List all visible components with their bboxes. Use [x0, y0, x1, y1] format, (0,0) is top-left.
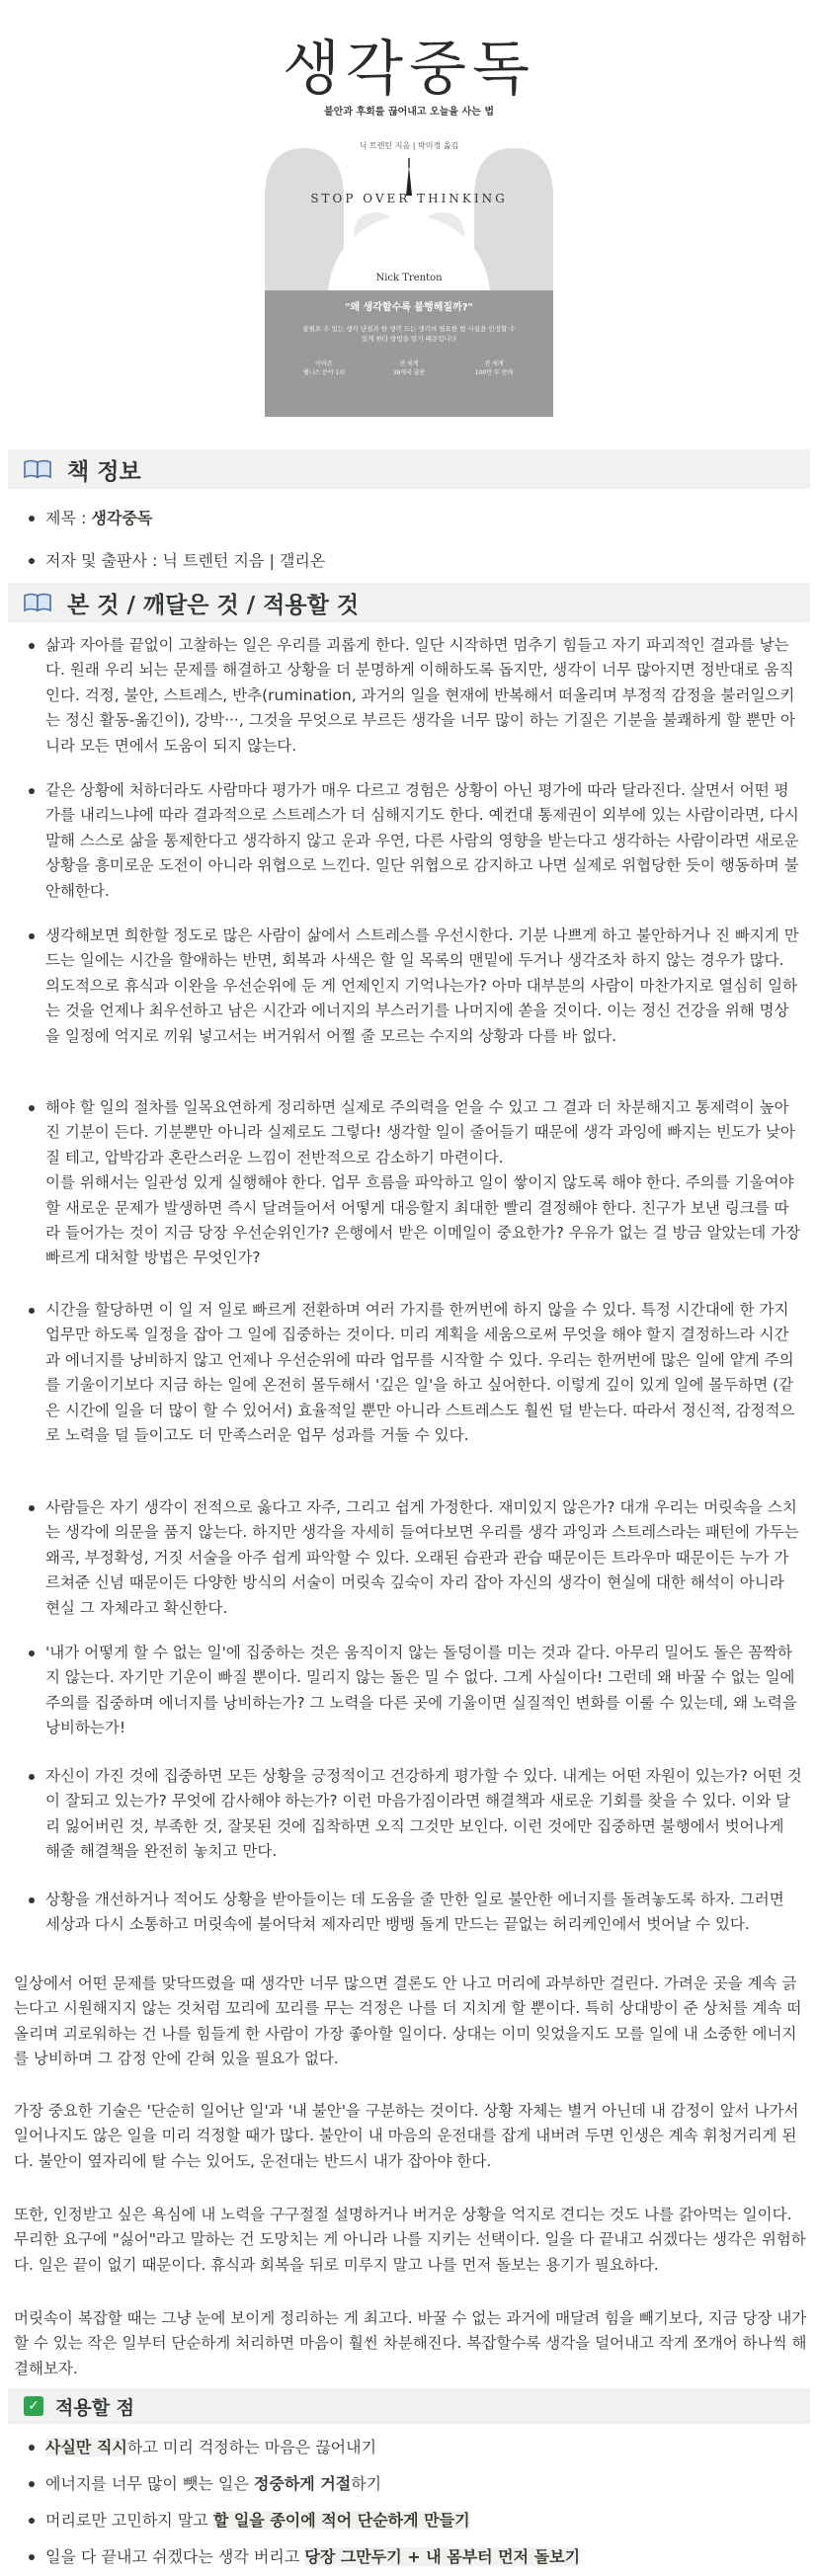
- insights-bullet-4: [22, 1095, 802, 1271]
- list-item: [22, 1095, 802, 1271]
- cover-badge: 전 세계 100만 부 판매: [474, 361, 514, 376]
- apply-list: [22, 2434, 802, 2571]
- cover-english-author: Nick Trenton: [375, 273, 443, 283]
- cover-subtitle: 불안과 후회를 끊어내고 오늘을 사는 법: [324, 107, 494, 118]
- check-mark-icon: ✓: [24, 2396, 43, 2416]
- reflection-paragraph: 머릿속이 복잡할 때는 그냥 눈에 보이게 정리하는 게 최고다. 바꿀 수 없는 과거에 매달려 힘을 빼기보다, 지금 당장 내가 할 수 있는 작은 일부터 단순하게 처리하면 마음이 훨씬 차분해진다. 복잡할수록 생각을 덜어내고 작게 쪼개어 하나씩 해결해보자.: [14, 2309, 807, 2377]
- cover-badge: 전 세계 39개국 출판: [392, 361, 426, 376]
- cover-english-title: STOP OVER THINKING: [310, 192, 508, 205]
- list-item: [22, 547, 802, 575]
- insights-bullet-8: [22, 1764, 802, 1865]
- apply-text: 하고 미리 걱정하는 마음은 끊어내기: [126, 2438, 377, 2456]
- cover-title: 생각중독: [283, 35, 535, 104]
- insights-heading: [8, 583, 810, 622]
- cover-band-description: 불필요 수 있는 생각 단점과 한 생각 드는 생각의 필요한 법 사실을 인정할 수 있게 한다 방법을 알기 때문입니다: [302, 325, 516, 343]
- bullet-text: 해야 할 일의 절차를 일목요연하게 정리하면 실제로 주의력을 얻을 수 있고 그 결과 더 차분해지고 통제력이 높아진 기분이 든다. 기분뿐만 아니라 실제로도 그렇다! 생각할 일이 줄어들기 때문에 생각 과잉에 빠지는 빈도가 낮아질 테고, 압박감과 혼란스러운 느낌이 전반적으로 감소하기 마련이다.: [45, 1098, 795, 1167]
- insights-heading-text: 본 것 / 깨달은 것 / 적용할 것: [67, 592, 360, 618]
- insights-bullet-7: [22, 1641, 802, 1741]
- insights-bullet-3: [22, 924, 802, 1049]
- bullet-text: 이를 위해서는 일관성 있게 실행해야 한다. 업무 흐름을 파악하고 일이 쌓이지 않도록 해야 한다. 주의를 기울여야 할 새로운 문제가 발생하면 즉시 달려들어서 어떻게 대응할지 최대한 빨리 결정해야 한다. 친구가 보낸 링크를 따라 들어가는 것이 지금 당장 우선순위인가? 은행에서 받은 이메일이 중요한가? 우유가 없는 걸 방금 알았는데 가장 빠르게 대처할 방법은 무엇인가?: [45, 1173, 801, 1267]
- open-book-icon: [24, 459, 51, 479]
- apply-highlight: 당장 그만두기 + 내 몸부터 먼저 돌보기: [304, 2547, 581, 2566]
- bullet-text: 생각해보면 희한할 정도로 많은 사람이 삶에서 스트레스를 우선시한다. 기분 나쁘게 하고 불안하거나 진 빠지게 만드는 일에는 시간을 할애하는 반면, 회복과 사색은 할 일 목록의 맨밑에 두거나 생각조차 하지 않는 경우가 많다. 의도적으로 휴식과 이완을 우선순위에 둔 게 언제인지 기억나는가? 아마 대부분의 사람이 마찬가지로 열심히 일하는 것을 언제나 최우선하고 남은 시간과 에너지의 부스러기를 나머지에 쏟을 것이다. 이는 정신 건강을 위해 명상을 일정에 억지로 끼워 넣고서는 버거워서 어쩔 줄 모르는 수지의 상황과 다를 바 없다.: [45, 926, 799, 1045]
- list-item: [22, 2434, 802, 2461]
- apply-heading: [8, 2388, 810, 2424]
- insights-bullet-1: [22, 633, 802, 759]
- cover-arches-illustration: [265, 0, 553, 290]
- apply-bold: 정중하게 거절: [253, 2474, 352, 2493]
- list-item: [22, 1641, 802, 1741]
- cover-band-question: "왜 생각할수록 불행해질까?": [345, 302, 473, 313]
- book-cover-image: [265, 0, 553, 417]
- bullet-text: '내가 어떻게 할 수 없는 일'에 집중하는 것은 움직이지 않는 돌덩이를 미는 것과 같다. 아무리 밀어도 돌은 꼼짝하지 않는다. 자기만 기운이 빠질 뿐이다. 밀리지 않는 돌은 밀 수 없다. 그게 사실이다! 그런데 왜 바꿀 수 없는 일에 주의를 집중하며 에너지를 낭비하는가? 그 노력을 다른 곳에 기울이면 실질적인 변화를 이룰 수 있는데, 왜 노력을 낭비하는가!: [45, 1644, 797, 1737]
- book-info-heading-text: 책 정보: [67, 458, 141, 485]
- list-item: [22, 2543, 802, 2571]
- bullet-text: 상황을 개선하거나 적어도 상황을 받아들이는 데 도움을 줄 만한 일로 불안한 에너지를 돌려놓도록 하자. 그러면 세상과 다시 소통하고 머릿속에 불어닥쳐 제자리만 뱅뱅 돌게 만드는 끝없는 허리케인에서 벗어날 수 있다.: [45, 1891, 784, 1934]
- bullet-text: 자신이 가진 것에 집중하면 모든 상황을 긍정적이고 건강하게 평가할 수 있다. 내게는 어떤 자원이 있는가? 어떤 것이 잘되고 있는가? 무엇에 감사해야 하는가? 이런 마음가짐이라면 해결책과 새로운 기회를 찾을 수 있다. 이와 달리 잃어버린 것, 부족한 것, 잘못된 것에 집착하면 오직 그것만 보인다. 이런 것에만 집중하면 불행에서 벗어나게 해줄 해결책을 완전히 놓치고 만다.: [45, 1767, 802, 1861]
- apply-text: 하기: [351, 2474, 382, 2493]
- author-publisher: 저자 및 출판사 : 닉 트렌턴 지음 | 갤리온: [45, 551, 326, 570]
- list-item: [22, 1764, 802, 1865]
- list-item: [22, 2507, 802, 2535]
- list-item: [22, 1888, 802, 1938]
- insights-bullet-2: [22, 778, 802, 904]
- insights-bullet-5: [22, 1298, 802, 1448]
- book-info-heading: [8, 449, 810, 489]
- reflection-paragraph: 일상에서 어떤 문제를 맞닥뜨렸을 때 생각만 너무 많으면 결론도 안 나고 머리에 과부하만 걸린다. 가려운 곳을 계속 긁는다고 시원해지지 않는 것처럼 꼬리에 꼬리를 무는 걱정은 나를 더 지치게 할 뿐이다. 특히 상대방이 준 상처를 계속 떠올리며 괴로워하는 건 나를 힘들게 한 사람이 가장 좋아할 일이다. 상대는 이미 잊었을지도 모를 일에 내 소중한 에너지를 낭비하며 그 감정 안에 갇혀 있을 필요가 없다.: [14, 1974, 802, 2068]
- apply-text: 머리로만 고민하지 말고: [45, 2511, 213, 2530]
- list-item: [22, 2470, 802, 2498]
- bullet-text: 같은 상황에 처하더라도 사람마다 평가가 매우 다르고 경험은 상황이 아닌 평가에 따라 달라진다. 살면서 어떤 평가를 내리느냐에 따라 결과적으로 스트레스가 더 심해지기도 한다. 예컨대 통제권이 외부에 있는 사람이라면, 다시 말해 스스로 삶을 통제한다고 생각하지 않고 운과 우연, 다른 사람의 영향을 받는다고 생각하는 사람이라면 새로운 상황을 흥미로운 도전이 아니라 위협으로 느낀다. 일단 위협으로 감지하고 나면 실제로 위협당한 듯이 행동하며 불안해한다.: [45, 781, 799, 900]
- list-item: [22, 505, 802, 532]
- apply-heading-text: 적용할 점: [55, 2396, 135, 2419]
- insights-bullet-6: [22, 1495, 802, 1621]
- bullet-text: 시간을 할당하면 이 일 저 일로 빠르게 전환하며 여러 가지를 한꺼번에 하지 않을 수 있다. 특정 시간대에 한 가지 업무만 하도록 일정을 잡아 그 일에 집중하는 것이다. 미리 계획을 세움으로써 무엇을 해야 할지 결정하느라 시간과 에너지를 낭비하지 않고 언제나 우선순위에 따라 업무를 시작할 수 있다. 우리는 한꺼번에 많은 일에 얕게 주의를 기울이기보다 지금 하는 일에 온전히 몰두해서 '깊은 일'을 하고 싶어한다. 이렇게 깊이 있게 일에 몰두하면 (같은 시간에 일을 더 많이 할 수 있어서) 효율적일 뿐만 아니라 스트레스도 훨씬 덜 받는다. 따라서 정신적, 감정적으로 노력을 덜 들이고도 더 만족스러운 업무 성과를 거둘 수 있다.: [45, 1301, 795, 1445]
- book-info-list: [22, 505, 802, 575]
- title-value: 생각중독: [91, 509, 153, 527]
- list-item: [22, 1298, 802, 1448]
- cover-badges: [292, 360, 526, 377]
- list-item: [22, 633, 802, 759]
- insights-bullet-9: [22, 1888, 802, 1938]
- cover-badge: 아마존 웰니스 분야 1위: [302, 361, 346, 376]
- bullet-text: 삶과 자아를 끝없이 고찰하는 일은 우리를 괴롭게 한다. 일단 시작하면 멈추기 힘들고 자기 파괴적인 결과를 낳는다. 원래 우리 뇌는 문제를 해결하고 상황을 더 분명하게 이해하도록 돕지만, 생각이 너무 많아지면 정반대로 움직인다. 걱정, 불안, 스트레스, 반추(rumination, 과거의 일을 현재에 반복해서 떠올리며 부정적 감정을 불러일으키는 정신 활동-옮긴이), 강박···, 그것을 무엇으로 부르든 생각을 너무 많이 하는 기질은 기분을 불쾌하게 할 뿐만 아니라 모든 면에서 도움이 되지 않는다.: [45, 636, 795, 755]
- list-item: [22, 1495, 802, 1621]
- apply-highlight: 할 일을 종이에 적어 단순하게 만들기: [212, 2511, 470, 2530]
- apply-text: 일을 다 끝내고 쉬겠다는 생각 버리고: [45, 2547, 305, 2566]
- reflection-paragraph: 또한, 인정받고 싶은 욕심에 내 노력을 구구절절 설명하거나 버거운 상황을 억지로 견디는 것도 나를 갉아먹는 일이다. 무리한 요구에 "싫어"라고 말하는 건 도망치는 게 아니라 나를 지키는 선택이다. 일을 다 끝내고 쉬겠다는 생각은 위험하다. 일은 끝이 없기 때문이다. 휴식과 회복을 뒤로 미루지 말고 나를 먼저 돌보는 용기가 필요하다.: [14, 2206, 806, 2274]
- apply-text: 에너지를 너무 많이 뺏는 일은: [45, 2474, 254, 2493]
- list-item: [22, 924, 802, 1049]
- apply-highlight: 사실만 직시: [45, 2438, 127, 2456]
- list-item: [22, 778, 802, 904]
- title-label: 제목 :: [45, 509, 92, 527]
- bullet-text: 사람들은 자기 생각이 전적으로 옳다고 자주, 그리고 쉽게 가정한다. 재미있지 않은가? 대개 우리는 머릿속을 스치는 생각에 의문을 품지 않는다. 하지만 생각을 자세히 들여다보면 우리를 생각 과잉과 스트레스라는 패턴에 가두는 왜곡, 부정확성, 거짓 서술을 아주 쉽게 파악할 수 있다. 오래된 습관과 관습 때문이든 트라우마 때문이든 누가 가르쳐준 신념 때문이든 다양한 방식의 서술이 머릿속 깊숙이 자리 잡아 자신의 생각이 현실에 대한 해석이 아니라 현실 그 자체라고 확신한다.: [45, 1498, 799, 1617]
- reflection-paragraph: 가장 중요한 기술은 '단순히 일어난 일'과 '내 불안'을 구분하는 것이다. 상황 자체는 별거 아닌데 내 감정이 앞서 나가서 일어나지도 않은 일을 미리 걱정할 때가 많다. 불안이 내 마음의 운전대를 잡게 내버려 두면 인생은 계속 휘청거리게 된다. 불안이 옆자리에 탈 수는 있어도, 운전대는 반드시 내가 잡아야 한다.: [14, 2102, 799, 2170]
- cover-author-line: 닉 트렌턴 지음 | 박미경 옮김: [359, 141, 459, 150]
- open-book-icon: [24, 593, 51, 612]
